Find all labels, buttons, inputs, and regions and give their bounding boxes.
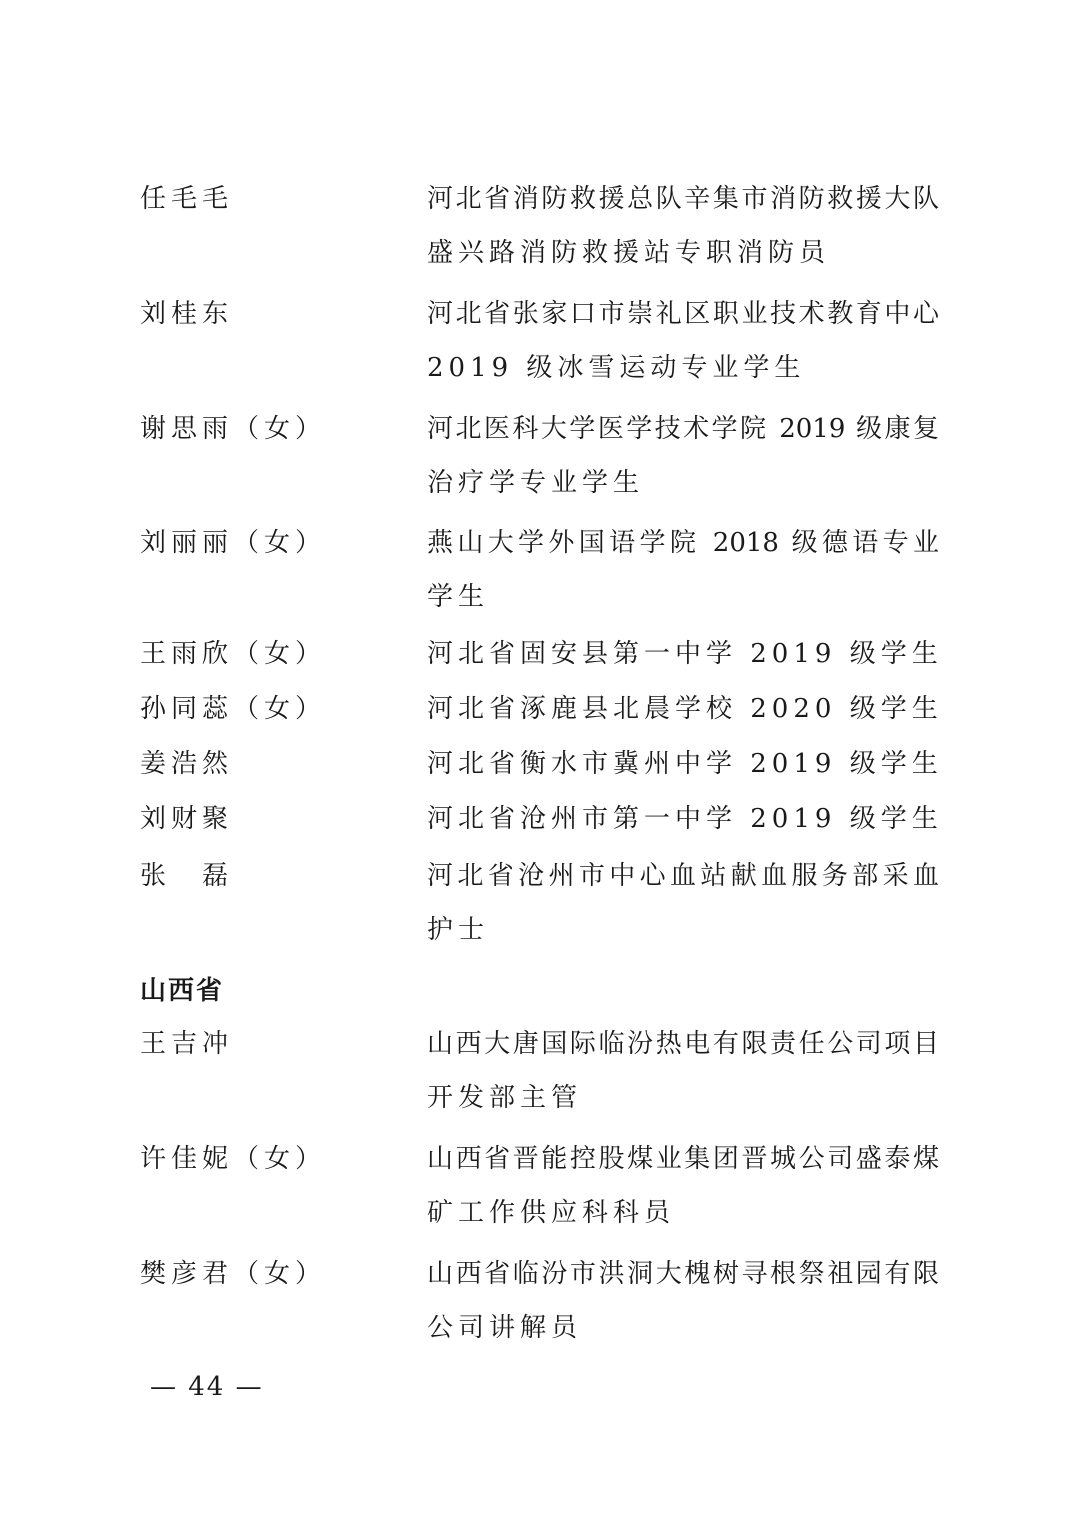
page-number: — 44 — — [150, 1372, 264, 1402]
affiliation-line: 山西省临汾市洪洞大槐树寻根祭祖园有限 — [427, 1259, 939, 1289]
affiliation-line: 公司讲解员 — [427, 1313, 583, 1343]
person-name: 姜浩然 — [140, 749, 234, 779]
person-name: 刘桂东 — [140, 299, 234, 329]
person-affiliation — [427, 1029, 939, 1137]
section-heading-shanxi: 山西省 — [140, 976, 225, 1006]
person-name: 任毛毛 — [140, 184, 234, 214]
person-affiliation — [427, 299, 939, 407]
affiliation-line: 开发部主管 — [427, 1083, 583, 1113]
person-name: 谢思雨（女） — [140, 414, 327, 444]
affiliation-line: 治疗学专业学生 — [427, 468, 645, 498]
person-affiliation — [427, 861, 939, 969]
affiliation-line: 山西大唐国际临汾热电有限责任公司项目 — [427, 1029, 939, 1059]
person-name: 刘财聚 — [140, 804, 234, 834]
affiliation-line: 护士 — [427, 915, 490, 945]
person-affiliation — [427, 184, 939, 292]
affiliation-line: 河北省张家口市崇礼区职业技术教育中心 — [427, 299, 939, 329]
affiliation-line: 山西省晋能控股煤业集团晋城公司盛泰煤 — [427, 1144, 939, 1174]
affiliation-line: 河北医科大学医学技术学院 2019 级康复 — [427, 414, 939, 444]
affiliation-line: 学生 — [427, 582, 490, 612]
affiliation-line: 矿工作供应科科员 — [427, 1198, 676, 1228]
person-name: 张 磊 — [140, 861, 234, 891]
person-affiliation — [427, 694, 943, 748]
affiliation-line: 河北省固安县第一中学 2019 级学生 — [427, 639, 943, 669]
person-affiliation — [427, 804, 943, 858]
person-name: 刘丽丽（女） — [140, 528, 327, 558]
affiliation-line: 燕山大学外国语学院 2018 级德语专业 — [427, 528, 939, 558]
affiliation-line: 2019 级冰雪运动专业学生 — [427, 353, 806, 383]
person-name: 许佳妮（女） — [140, 1144, 327, 1174]
person-affiliation — [427, 1144, 939, 1252]
person-affiliation — [427, 528, 939, 636]
person-name: 孙同蕊（女） — [140, 694, 327, 724]
affiliation-line: 河北省沧州市中心血站献血服务部采血 — [427, 861, 939, 891]
person-name: 樊彦君（女） — [140, 1259, 327, 1289]
affiliation-line: 河北省衡水市冀州中学 2019 级学生 — [427, 749, 943, 779]
person-affiliation — [427, 1259, 939, 1367]
affiliation-line: 河北省涿鹿县北晨学校 2020 级学生 — [427, 694, 943, 724]
person-affiliation — [427, 639, 943, 693]
person-affiliation — [427, 749, 943, 803]
person-affiliation — [427, 414, 939, 522]
affiliation-line: 河北省沧州市第一中学 2019 级学生 — [427, 804, 943, 834]
person-name: 王吉冲 — [140, 1029, 234, 1059]
affiliation-line: 盛兴路消防救援站专职消防员 — [427, 238, 831, 268]
person-name: 王雨欣（女） — [140, 639, 327, 669]
affiliation-line: 河北省消防救援总队辛集市消防救援大队 — [427, 184, 939, 214]
